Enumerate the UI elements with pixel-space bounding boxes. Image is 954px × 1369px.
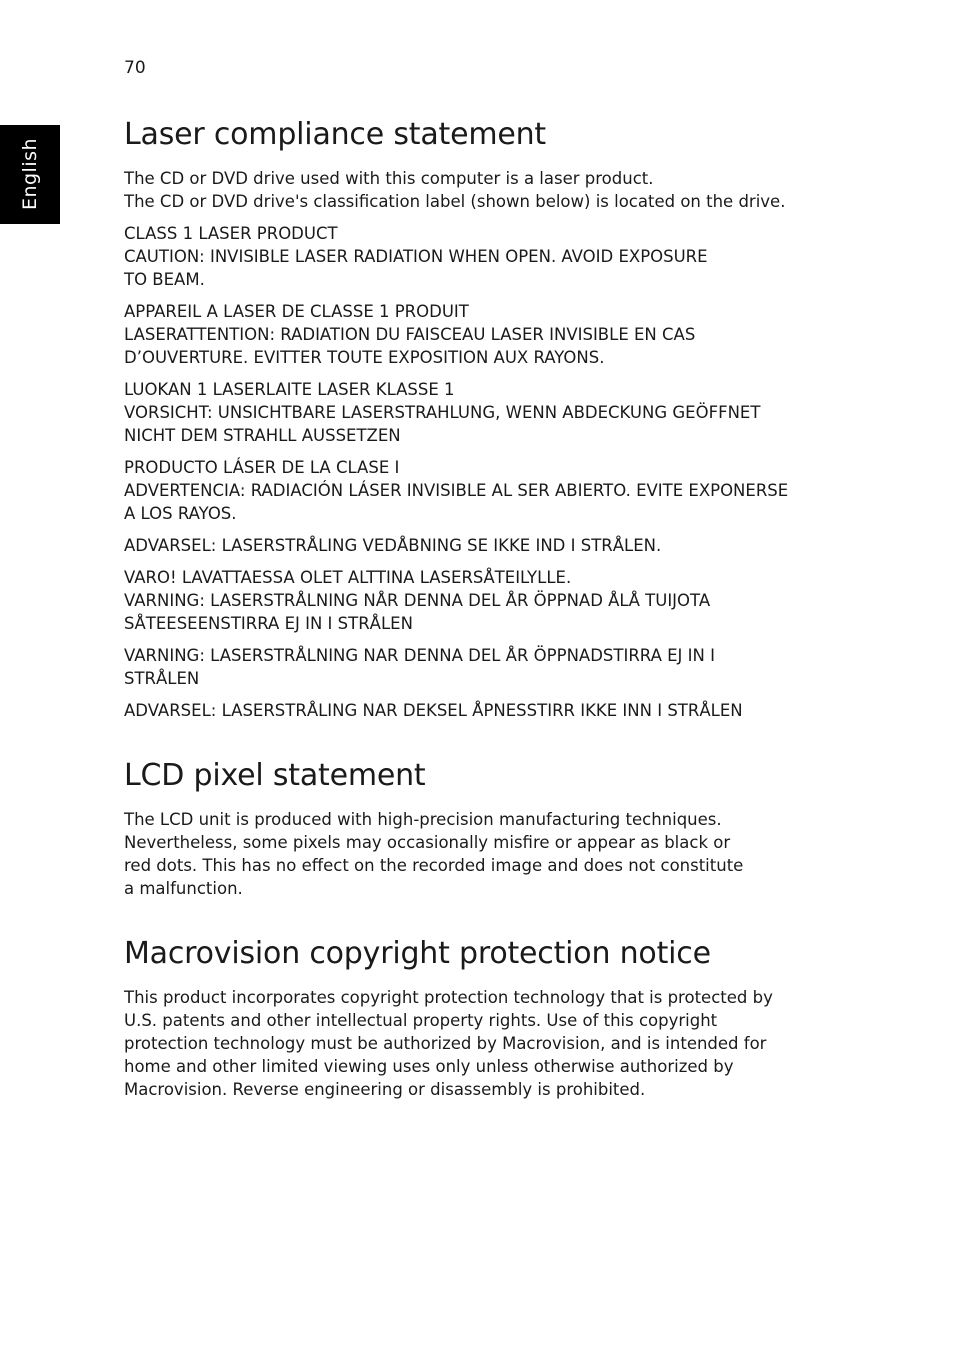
laser-compliance-section <box>124 113 824 722</box>
page-number: 70 <box>124 58 146 78</box>
laser-norwegian-warning: ADVARSEL: LASERSTRÅLING NAR DEKSEL ÅPNESSTIRR IKKE INN I STRÅLEN <box>124 701 743 720</box>
laser-finnish-warning: VARO! LAVATTAESSA OLET ALTTINA LASERSÅTEILYLLE. VARNING: LASERSTRÅLNING NÅR DENNA DEL ÅR ÖPPNAD ÅLÅ TUIJOTA SÅTEESEENSTIRRA EJ IN I STRÅLEN <box>124 568 711 633</box>
laser-spanish-warning: PRODUCTO LÁSER DE LA CLASE I ADVERTENCIA: RADIACIÓN LÁSER INVISIBLE AL SER ABIERTO. EVITE EXPONERSE A LOS RAYOS. <box>124 458 789 523</box>
macrovision-heading: Macrovision copyright protection notice <box>124 936 711 971</box>
language-side-tab <box>0 125 60 224</box>
laser-english-warning: CLASS 1 LASER PRODUCT CAUTION: INVISIBLE LASER RADIATION WHEN OPEN. AVOID EXPOSURE TO BEAM. <box>124 224 708 289</box>
laser-danish-warning: ADVARSEL: LASERSTRÅLING VEDÅBNING SE IKKE IND I STRÅLEN. <box>124 536 662 555</box>
lcd-pixel-section <box>124 754 824 900</box>
laser-compliance-heading: Laser compliance statement <box>124 117 546 152</box>
macrovision-paragraph: This product incorporates copyright protection technology that is protected by U.S. patents and other intellectual property rights. Use of this copyright protection technology must be authorized by Macrovision, and is intended for home and other limited viewing uses only unless otherwise authorized by Macrovision. Reverse engineering or disassembly is prohibited. <box>124 988 773 1099</box>
macrovision-section <box>124 932 824 1101</box>
lcd-pixel-paragraph: The LCD unit is produced with high-precision manufacturing techniques. Nevertheless, some pixels may occasionally misfire or appear as black or red dots. This has no effect on the recorded image and does not constitute a malfunction. <box>124 810 744 898</box>
laser-french-warning: APPAREIL A LASER DE CLASSE 1 PRODUIT LASERATTENTION: RADIATION DU FAISCEAU LASER INVISIBLE EN CAS D’OUVERTURE. EVITTER TOUTE EXPOSITION AUX RAYONS. <box>124 302 696 367</box>
lcd-pixel-heading: LCD pixel statement <box>124 758 426 793</box>
laser-swedish-warning: VARNING: LASERSTRÅLNING NAR DENNA DEL ÅR ÖPPNADSTIRRA EJ IN I STRÅLEN <box>124 646 715 688</box>
laser-german-warning: LUOKAN 1 LASERLAITE LASER KLASSE 1 VORSICHT: UNSICHTBARE LASERSTRAHLUNG, WENN ABDECKUNG GEÖFFNET NICHT DEM STRAHLL AUSSETZEN <box>124 380 761 445</box>
language-side-tab-label: English <box>19 137 41 211</box>
laser-intro-paragraph: The CD or DVD drive used with this computer is a laser product. The CD or DVD drive's classification label (shown below) is located on the drive. <box>124 169 786 211</box>
page-content <box>124 113 824 1133</box>
